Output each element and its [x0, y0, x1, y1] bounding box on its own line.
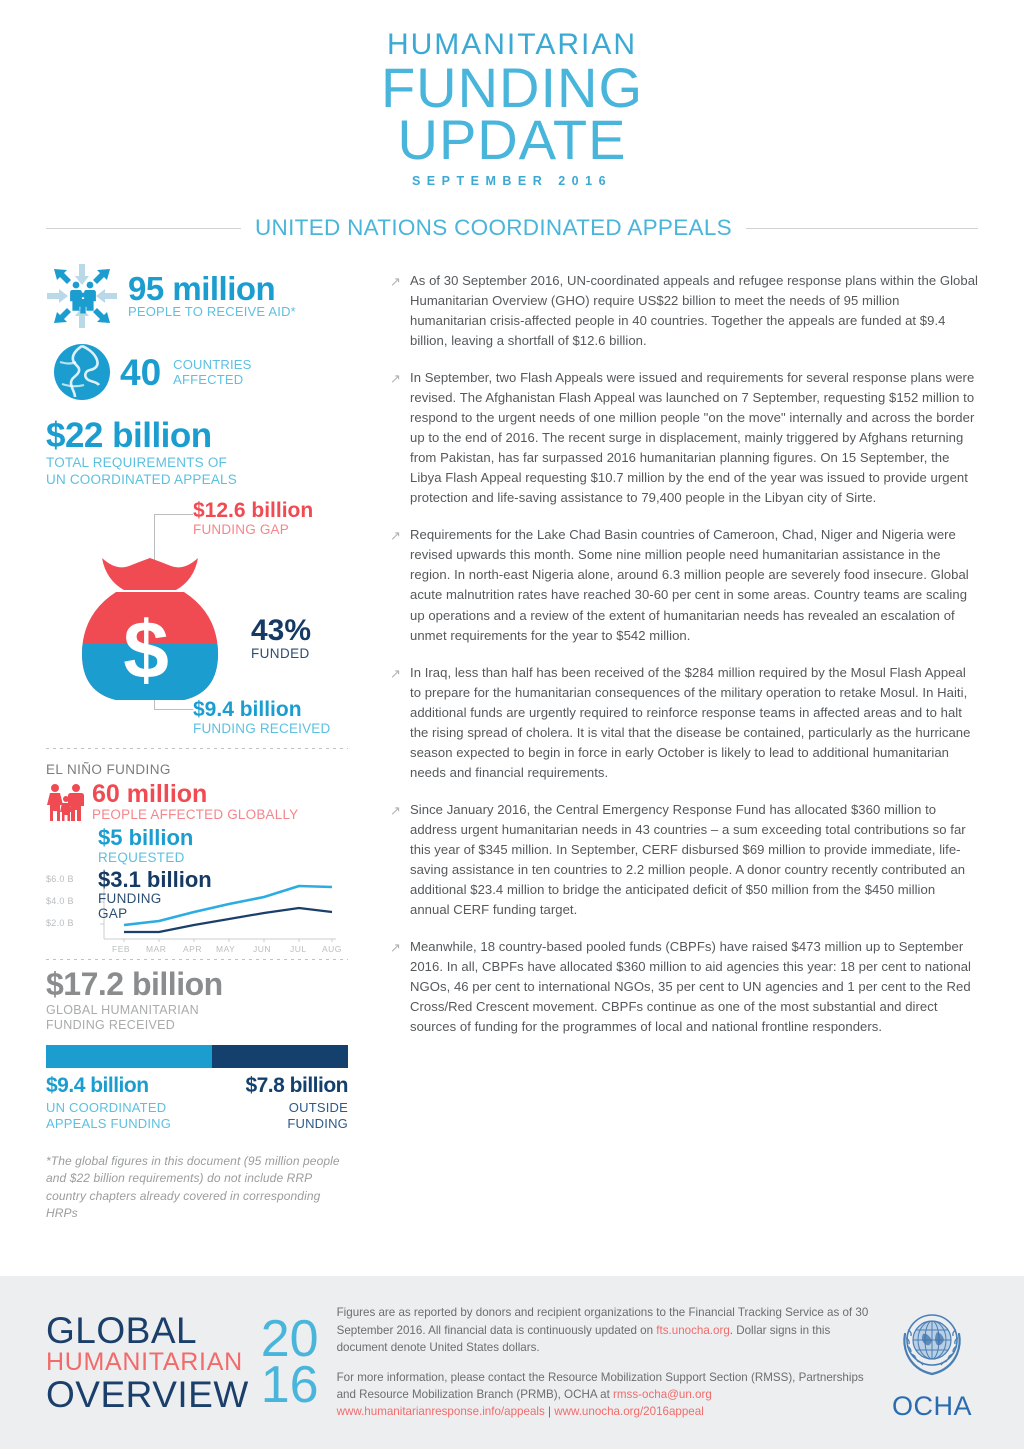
family-icon	[46, 783, 92, 821]
humanitarianresponse-link[interactable]: www.humanitarianresponse.info/appeals	[336, 1405, 545, 1419]
main-content	[0, 241, 1024, 1223]
el-nino-requested-caption: REQUESTED	[98, 849, 185, 865]
percent-funded-label	[251, 613, 312, 661]
section-title: UNITED NATIONS COORDINATED APPEALS	[255, 215, 732, 241]
fts-link[interactable]: fts.unocha.org	[656, 1323, 730, 1337]
paragraph-text: Requirements for the Lake Chad Basin countries of Cameroon, Chad, Niger and Nigeria were revised upwards this month. Some nine million people need humanitarian assistance in the region. In north-east Nigeria alone, around 6.3 million people are severely food insecure. Global acute malnutrition rates have reached 30-60 per cent in some areas. Country teams are scaling up operations and a review of the extent of humanitarian needs has revealed an escalation of unmet requirements for the year to $542 million.	[410, 527, 969, 643]
un-coordinated-caption	[46, 1100, 212, 1131]
footer-paragraph-2	[337, 1369, 872, 1421]
total-requirements-caption	[46, 455, 348, 488]
x-tick-label-jun: JUN	[253, 943, 272, 954]
un-coordinated-caption-line1: UN COORDINATED	[46, 1100, 167, 1116]
gho-overview: OVERVIEW	[46, 1374, 249, 1415]
left-stats-column	[46, 263, 348, 1223]
percent-funded-caption: FUNDED	[251, 645, 310, 661]
page-header	[0, 0, 1024, 188]
x-tick-label-jul: JUL	[290, 943, 307, 954]
people-arrows-icon	[46, 263, 118, 329]
paragraph-item	[390, 271, 978, 351]
arrow-bullet-icon: ↗	[390, 274, 401, 290]
global-funding-amount: $17.2 billion	[46, 965, 223, 1002]
people-caption: PEOPLE TO RECEIVE AID*	[128, 304, 296, 320]
countries-caption	[173, 357, 251, 388]
paragraph-text: Meanwhile, 18 country-based pooled funds (CBPFs) have raised $473 million up to September 2016. In all, CBPFs have allocated $360 million to aid agencies this year: 18 per cent to national NGOs, 46 per cent to international NGOs, 35 per cent to UN agencies and 1 per cent to the Red Cross/Red Crescent movement. CBPFs continue as one of the most substantial and direct sources of funding for the programmes of local and national frontline responders.	[410, 938, 971, 1035]
rmss-email-link[interactable]: rmss-ocha@un.org	[613, 1387, 712, 1401]
footer-link-separator: |	[544, 1405, 555, 1419]
y-tick-label-4: $4.0 B	[46, 895, 74, 906]
el-nino-people-value: 60 million	[92, 779, 208, 808]
arrow-bullet-icon: ↗	[390, 802, 401, 818]
global-funding-section	[46, 965, 348, 1131]
section-title-bar	[46, 215, 978, 241]
el-nino-requested-amount: $5 billion	[98, 825, 194, 851]
funding-bar-outside	[212, 1045, 348, 1068]
global-funding-caption	[46, 1003, 348, 1034]
un-emblem-icon	[892, 1304, 972, 1384]
el-nino-gap-amount: $3.1 billion	[98, 866, 212, 892]
paragraph-item	[390, 368, 978, 508]
y-tick-label-6: $6.0 B	[46, 873, 74, 884]
footer-p2-text-a: For more information, please contact the Resource Mobilization Support Section (RMSS), Partnerships and Resource Mobilization Branch (PRMB), OCHA at	[336, 1370, 864, 1401]
paragraph-text: In Iraq, less than half has been received of the $284 million required by the Mosul Flash Appeal to prepare for the humanitarian consequences of the military operation to retake Mosul. In Haiti, additional funds are urgently required to reinforce response teams in affected areas and to halt the rising spread of cholera. It is vital that the disease be contained, particularly as the hurricane season expected to begin in force in early October is likely to lead to additional humanitarian needs and financial requirements.	[410, 664, 971, 780]
dotted-divider-top	[46, 748, 348, 749]
footer-p1-text-b: . Dollar signs in this document denote United States dollars.	[336, 1323, 831, 1355]
arrow-bullet-icon: ↗	[390, 371, 401, 387]
divider-right	[746, 228, 978, 229]
el-nino-section	[46, 762, 348, 957]
gho-logo	[46, 1309, 319, 1415]
el-nino-gap-caption-line1: FUNDING	[98, 890, 162, 906]
paragraph-text: As of 30 September 2016, UN-coordinated appeals and refugee response plans within the Global Humanitarian Overview (GHO) require US$22 billion to meet the needs of 95 million humanitarian crisis-affected people in 40 countries. Together the appeals are funded at $9.4 billion, leaving a shortfall of $12.6 billion.	[410, 273, 978, 349]
paragraph-item	[390, 525, 978, 645]
footnote-text: *The global figures in this document (95 million people and $22 billion requirements) do not include RRP country chapters already covered in corresponding HRPs	[46, 1154, 340, 1221]
el-nino-gap-caption	[98, 891, 348, 921]
paragraph-text: Since January 2016, the Central Emergency Response Fund has allocated $360 million to address urgent humanitarian needs in 43 countries – a sum exceeding total contributions so far this year of $345 million. In September, CERF disbursed $69 million to provide immediate, life-saving assistance in ten countries to 2.2 million people. A donor country recently contributed an additional $23.4 million to bridge the anticipated deficit of $50 million from the $450 million annual CERF funding target.	[410, 801, 966, 917]
footer-text-block	[319, 1304, 872, 1420]
total-caption-line1: TOTAL REQUIREMENTS OF	[46, 455, 227, 471]
footer-paragraph-1	[337, 1304, 872, 1356]
total-requirements-value: $22 billion	[46, 416, 212, 456]
money-bag-icon	[76, 556, 224, 711]
funding-received-caption: FUNDING RECEIVED	[193, 721, 331, 737]
paragraph-item	[390, 663, 978, 783]
stat-total-requirements	[46, 418, 348, 488]
outside-funding-caption-line2: FUNDING	[287, 1115, 348, 1131]
paragraph-item	[390, 800, 978, 920]
stat-people-to-receive-aid	[46, 263, 348, 329]
header-line-funding: FUNDING	[380, 56, 644, 119]
arrow-bullet-icon: ↗	[390, 939, 401, 955]
gho-year	[260, 1309, 319, 1414]
y-tick-label-2: $2.0 B	[46, 917, 74, 928]
funding-received-label	[193, 699, 330, 736]
el-nino-gap-caption-line2: GAP	[98, 905, 128, 921]
gho-year-top: 20	[260, 1309, 319, 1368]
ocha-logo	[872, 1304, 992, 1422]
outside-funding-label	[212, 1075, 348, 1131]
money-bag-infographic	[46, 494, 348, 746]
countries-caption-line2: AFFECTED	[173, 372, 244, 388]
x-tick-label-may: MAY	[216, 943, 236, 954]
svg-text:$: $	[123, 604, 169, 696]
unocha-appeal-link[interactable]: www.unocha.org/2016appeal	[554, 1405, 704, 1419]
funding-split-labels	[46, 1075, 348, 1131]
total-caption-line2: UN COORDINATED APPEALS	[46, 471, 237, 487]
un-coordinated-amount: $9.4 billion	[46, 1074, 149, 1098]
x-tick-label-apr: APR	[183, 943, 202, 954]
el-nino-gap	[98, 868, 348, 921]
outside-funding-amount: $7.8 billion	[245, 1074, 348, 1098]
el-nino-title: EL NIÑO FUNDING	[46, 761, 171, 777]
people-value: 95 million	[128, 270, 276, 308]
ocha-label: OCHA	[891, 1390, 972, 1421]
global-funding-caption-line1: GLOBAL HUMANITARIAN	[46, 1002, 199, 1017]
funding-bar-un-coordinated	[46, 1045, 212, 1068]
el-nino-people-caption: PEOPLE AFFECTED GLOBALLY	[92, 806, 299, 822]
header-date: SEPTEMBER 2016	[411, 174, 613, 189]
countries-caption-line1: COUNTRIES	[173, 356, 252, 372]
page-footer	[0, 1276, 1024, 1449]
x-tick-label-aug: AUG	[322, 943, 342, 954]
outside-funding-caption-line1: OUTSIDE	[288, 1100, 348, 1116]
countries-value: 40	[120, 351, 162, 393]
right-text-column	[348, 263, 978, 1223]
funding-gap-amount: $12.6 billion	[193, 498, 314, 522]
header-line-update: UPDATE	[397, 107, 627, 171]
globe-icon	[52, 342, 112, 402]
un-coordinated-funding-label	[46, 1075, 212, 1131]
stat-countries-affected	[46, 342, 348, 402]
leader-line-gap	[154, 514, 155, 561]
un-coordinated-caption-line2: APPEALS FUNDING	[46, 1115, 172, 1131]
outside-funding-caption	[212, 1100, 348, 1131]
gho-wordmark	[46, 1312, 249, 1413]
divider-left	[46, 228, 241, 229]
paragraph-item	[390, 937, 978, 1037]
x-tick-label-mar: MAR	[146, 943, 167, 954]
funding-received-amount: $9.4 billion	[193, 697, 302, 721]
header-line-humanitarian: HUMANITARIAN	[386, 28, 638, 61]
paragraph-text: In September, two Flash Appeals were issued and requirements for several response plans were revised. The Afghanistan Flash Appeal was launched on 7 September, requesting $152 million to respond to the urgent needs of one million people "on the move" internally and across the border up to the end of 2016. The recent surge in displacement, mainly triggered by Afghans returning from Pakistan, has far surpassed 2016 humanitarian planning figures. On 15 September, the Libya Flash Appeal requesting $10.7 million by the end of the year was issued to provide urgent protection and life-saving assistance to 79,400 people in the Libyan city of Sirte.	[410, 370, 975, 506]
funding-gap-label	[193, 500, 313, 537]
percent-funded-value: 43%	[251, 613, 312, 647]
gho-humanitarian: HUMANITARIAN	[46, 1348, 243, 1376]
global-funding-caption-line2: FUNDING RECEIVED	[46, 1018, 176, 1033]
funding-gap-caption: FUNDING GAP	[193, 522, 289, 538]
dotted-divider-bottom	[46, 959, 348, 960]
gho-year-bottom: 16	[260, 1355, 319, 1414]
arrow-bullet-icon: ↗	[390, 665, 401, 681]
el-nino-people-row	[46, 779, 348, 823]
funding-split-bar	[46, 1045, 348, 1068]
gho-global: GLOBAL	[46, 1310, 198, 1351]
arrow-bullet-icon: ↗	[390, 528, 401, 544]
el-nino-requested	[98, 826, 348, 864]
footer-p1-text-a: Figures are as reported by donors and recipient organizations to the Financial Tracking Service as of 30 September 2016. All financial data is continuously updated on	[336, 1306, 869, 1337]
x-tick-label-feb: FEB	[112, 943, 131, 954]
